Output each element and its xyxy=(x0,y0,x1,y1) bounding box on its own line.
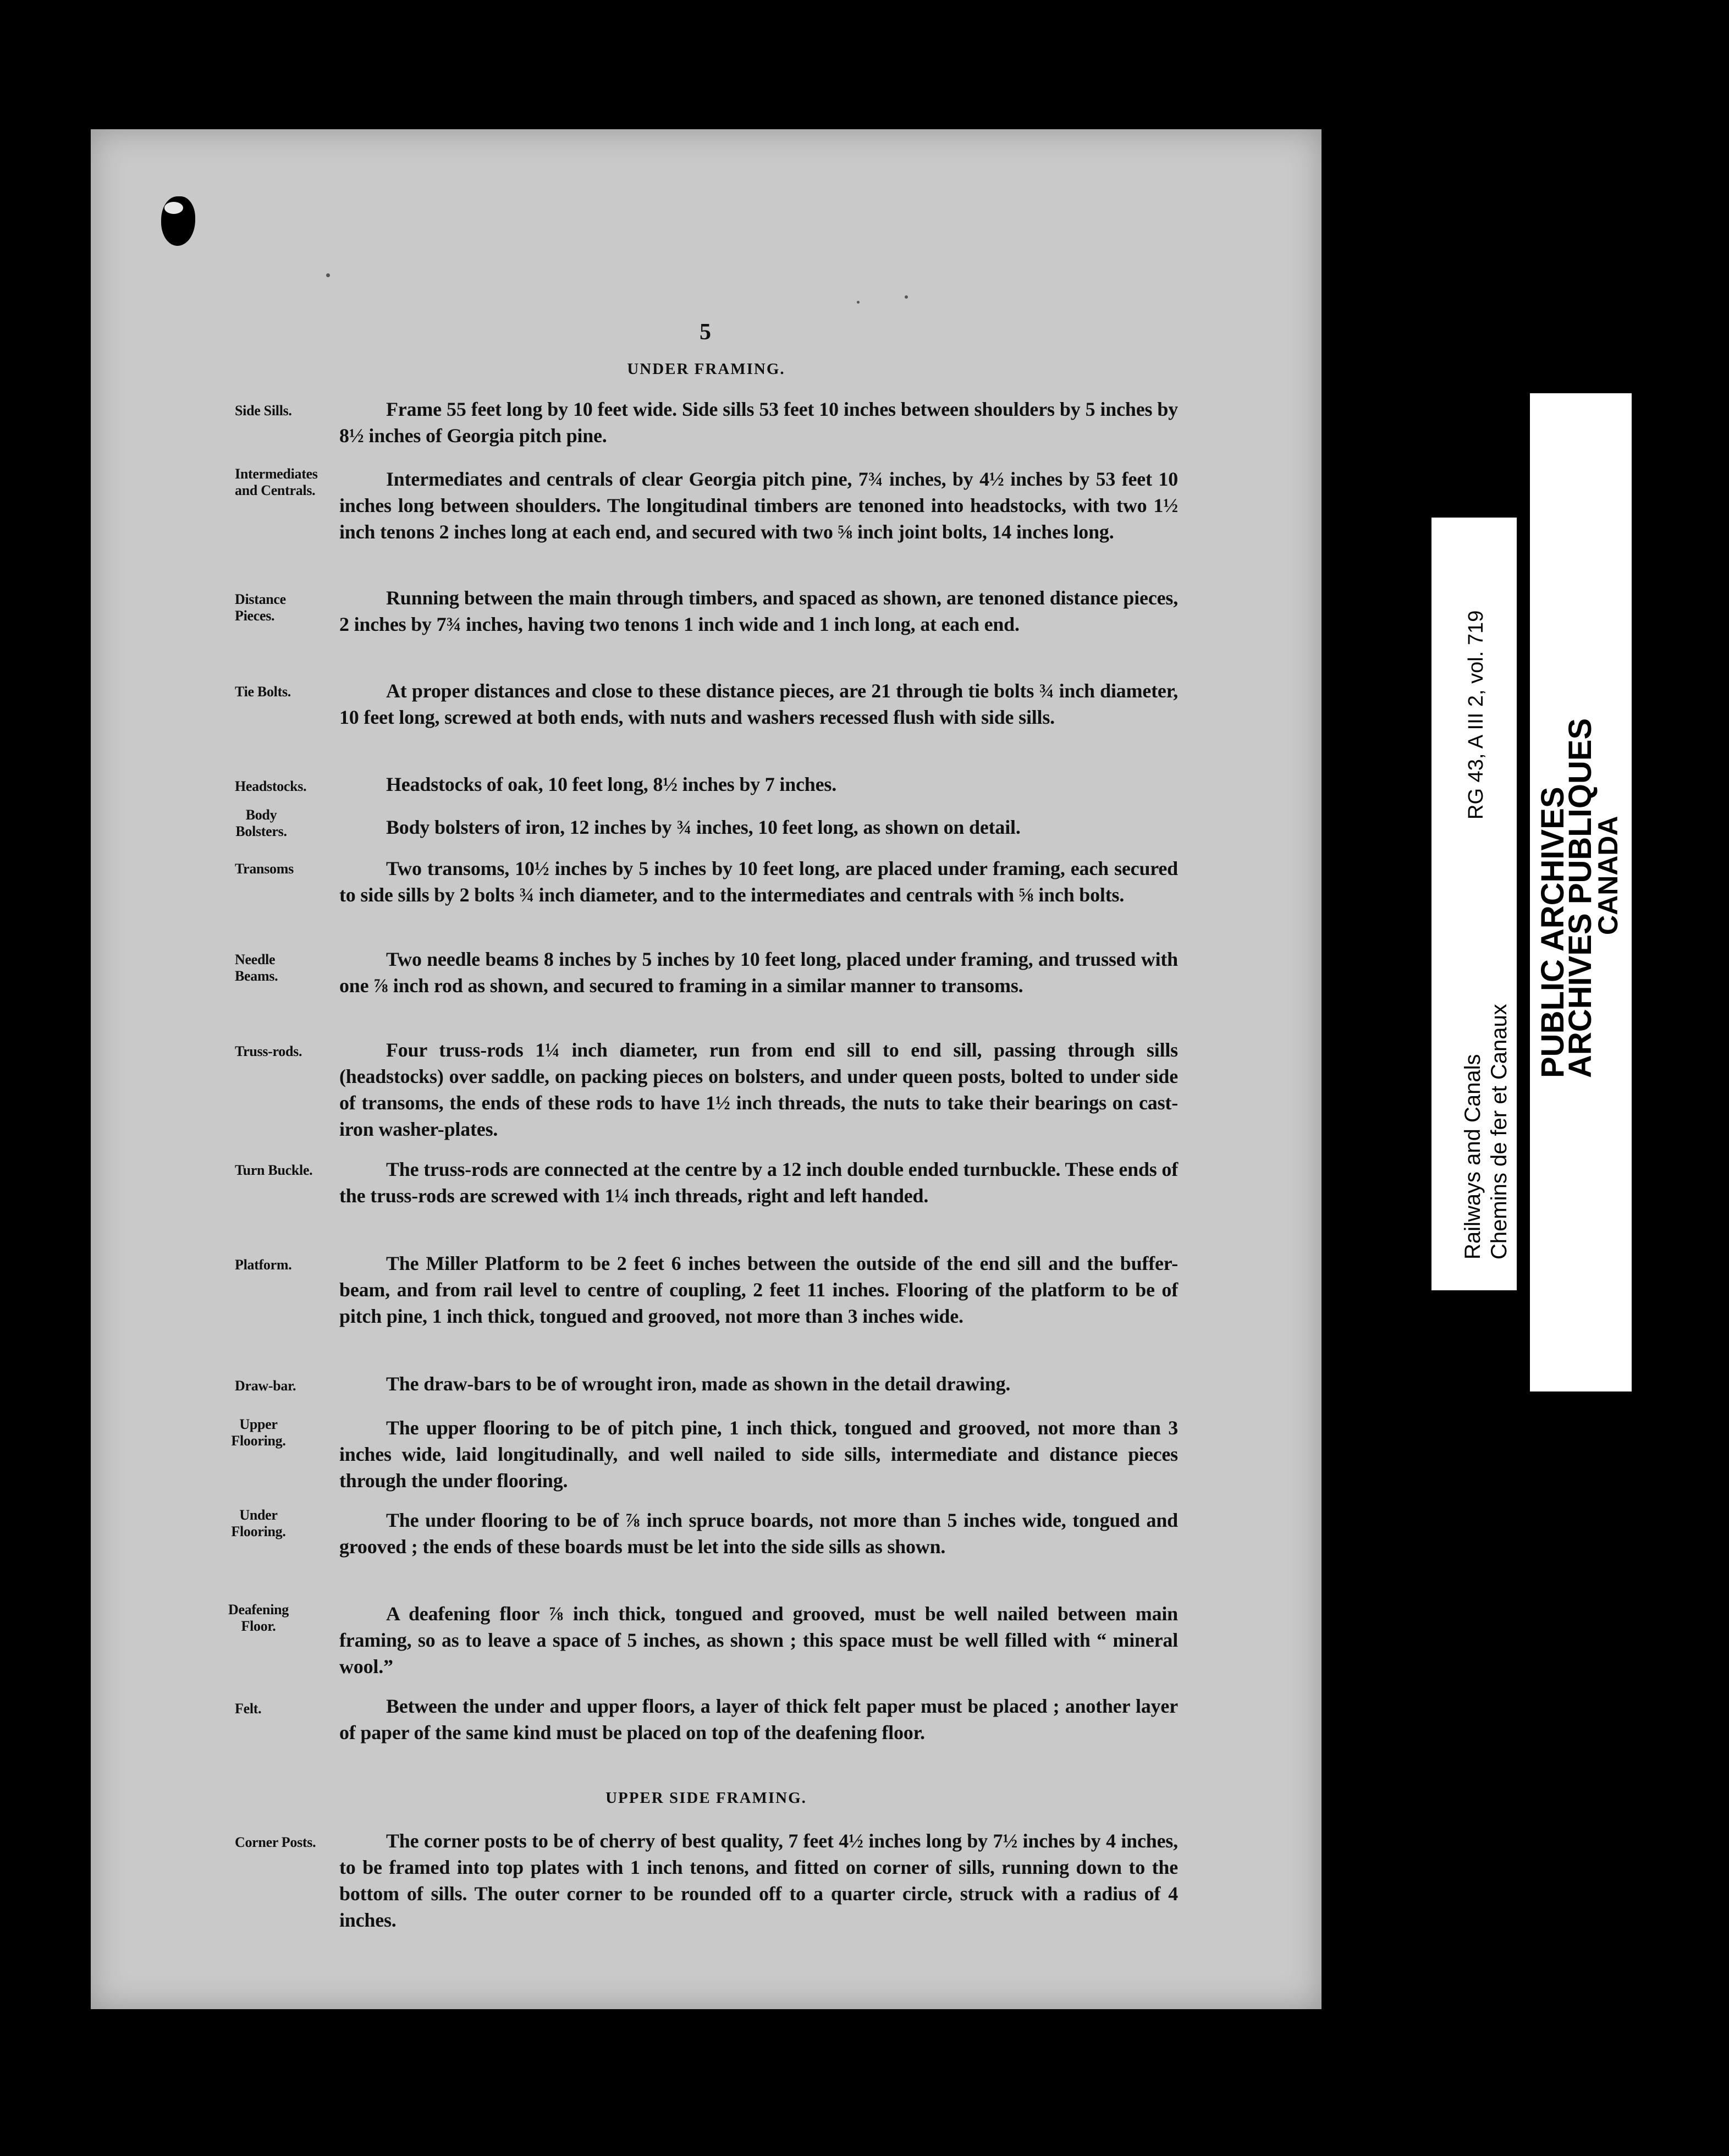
margin-label-side-sills: Side Sills. xyxy=(235,403,292,419)
archive-card-line-2: Chemins de fer et Canaux xyxy=(1487,1004,1511,1260)
margin-label-deafening-floor: Deafening Floor. xyxy=(228,1602,289,1634)
archive-stamp-line-2: ARCHIVES PUBLIQUES xyxy=(1562,718,1598,1078)
paragraph-transoms: Two transoms, 10½ inches by 5 inches by 10 feet long, are placed under framing, each secured to side sills by 2 bolts ¾ inch diameter, and to the intermediates and centrals with ⅝ inch bolts. xyxy=(339,857,1178,906)
paragraph-side-sills: Frame 55 feet long by 10 feet wide. Side sills 53 feet 10 inches between shoulders by 5 inches by 8½ inches of Georgia pitch pine. xyxy=(339,398,1178,447)
page-number: 5 xyxy=(700,320,711,345)
margin-label-draw-bar: Draw-bar. xyxy=(235,1378,296,1394)
document-page xyxy=(91,129,1321,2009)
archive-card-reference: RG 43, A III 2, vol. 719 xyxy=(1464,610,1488,820)
paragraph-tie-bolts: At proper distances and close to these distance pieces, are 21 through tie bolts ¾ inch diameter, 10 feet long, screwed at both ends, with nuts and washers recessed flush with side sills. xyxy=(339,680,1178,728)
section-heading: UPPER SIDE FRAMING. xyxy=(605,1789,807,1807)
paragraph-distance-pieces: Running between the main through timbers, and spaced as shown, are tenoned distance pieces, 2 inches by 7¾ inches, having two tenons 1 inch wide and 1 inch long, at each end. xyxy=(339,587,1178,635)
punch-hole xyxy=(161,196,195,246)
paragraph-needle-beams: Two needle beams 8 inches by 5 inches by 10 feet long, placed under framing, and trussed with one ⅞ inch rod as shown, and secured to framing in a similar manner to transoms. xyxy=(339,948,1178,997)
speck xyxy=(857,301,860,304)
paragraph-draw-bar: The draw-bars to be of wrought iron, made as shown in the detail drawing. xyxy=(386,1373,1011,1395)
paragraph-turn-buckle: The truss-rods are connected at the centre by a 12 inch double ended turnbuckle. These ends of the truss-rods are screwed with 1¼ inch threads, right and left handed. xyxy=(339,1158,1178,1207)
margin-label-platform: Platform. xyxy=(235,1257,292,1273)
margin-label-distance-pieces: Distance Pieces. xyxy=(235,591,286,624)
paragraph-body-bolsters: Body bolsters of iron, 12 inches by ¾ inches, 10 feet long, as shown on detail. xyxy=(386,816,1021,838)
paragraph-under-flooring: The under flooring to be of ⅞ inch spruce boards, not more than 5 inches wide, tongued and grooved ; the ends of these boards must be let into the side sills as shown. xyxy=(339,1509,1178,1558)
speck xyxy=(905,295,908,299)
margin-label-truss-rods: Truss-rods. xyxy=(235,1043,302,1059)
paragraph-intermediates: Intermediates and centrals of clear Georgia pitch pine, 7¾ inches, by 4½ inches by 53 feet 10 inches long between shoulders. The longitudinal timbers are tenoned into headstocks, with two 1½ inch tenons 2 inches long at each end, and secured with two ⅝ inch joint bolts, 14 inches long. xyxy=(339,468,1178,543)
archive-stamp-line-3: CANADA xyxy=(1593,816,1623,935)
margin-label-needle-beams: Needle Beams. xyxy=(235,952,278,984)
margin-label-body-bolsters: Body Bolsters. xyxy=(235,807,287,839)
section-heading: UNDER FRAMING. xyxy=(627,360,785,378)
margin-label-transoms: Transoms xyxy=(235,861,294,877)
archive-card-line-1: Railways and Canals xyxy=(1461,1054,1485,1260)
paragraph-headstocks: Headstocks of oak, 10 feet long, 8½ inches by 7 inches. xyxy=(386,773,837,795)
paragraph-truss-rods: Four truss-rods 1¼ inch diameter, run from end sill to end sill, passing through sills (headstocks) over saddle, on packing pieces on bolsters, and under queen posts, bolted to under side of transoms, the ends of these rods to have 1½ inch threads, the nuts to take their bearings on cast-iron washer-plates. xyxy=(339,1039,1178,1140)
paragraph-felt: Between the under and upper floors, a layer of thick felt paper must be placed ; another layer of paper of the same kind must be placed on top of the deafening floor. xyxy=(339,1695,1178,1744)
speck xyxy=(326,273,330,277)
margin-label-upper-flooring: Upper Flooring. xyxy=(231,1416,286,1449)
archive-stamp-line-1: PUBLIC ARCHIVES xyxy=(1535,787,1571,1078)
paragraph-corner-posts: The corner posts to be of cherry of best quality, 7 feet 4½ inches long by 7½ inches by 4 inches, to be framed into top plates with 1 inch tenons, and fitted on corner of sills, running down to the bottom of sills. The outer corner to be rounded off to a quarter circle, struck with a radius of 4 inches. xyxy=(339,1830,1178,1931)
margin-label-intermediates: Intermediates and Centrals. xyxy=(235,466,318,498)
paragraph-deafening-floor: A deafening floor ⅞ inch thick, tongued and grooved, must be well nailed between main framing, so as to leave a space of 5 inches, as shown ; this space must be well filled with “ mineral wool.” xyxy=(339,1603,1178,1678)
paragraph-platform: The Miller Platform to be 2 feet 6 inches between the outside of the end sill and the buffer-beam, and from rail level to centre of coupling, 2 feet 11 inches. Flooring of the platform to be of pitch pine, 1 inch thick, tongued and grooved, not more than 3 inches wide. xyxy=(339,1252,1178,1327)
paragraph-upper-flooring: The upper flooring to be of pitch pine, 1 inch thick, tongued and grooved, not more than 3 inches wide, laid longitudinally, and well nailed to side sills, intermediate and distance pieces through the under flooring. xyxy=(339,1417,1178,1492)
margin-label-felt: Felt. xyxy=(235,1701,262,1717)
margin-label-under-flooring: Under Flooring. xyxy=(231,1507,286,1539)
margin-label-headstocks: Headstocks. xyxy=(235,778,307,794)
margin-label-tie-bolts: Tie Bolts. xyxy=(235,684,291,700)
margin-label-corner-posts: Corner Posts. xyxy=(235,1834,316,1850)
margin-label-turn-buckle: Turn Buckle. xyxy=(235,1162,313,1178)
